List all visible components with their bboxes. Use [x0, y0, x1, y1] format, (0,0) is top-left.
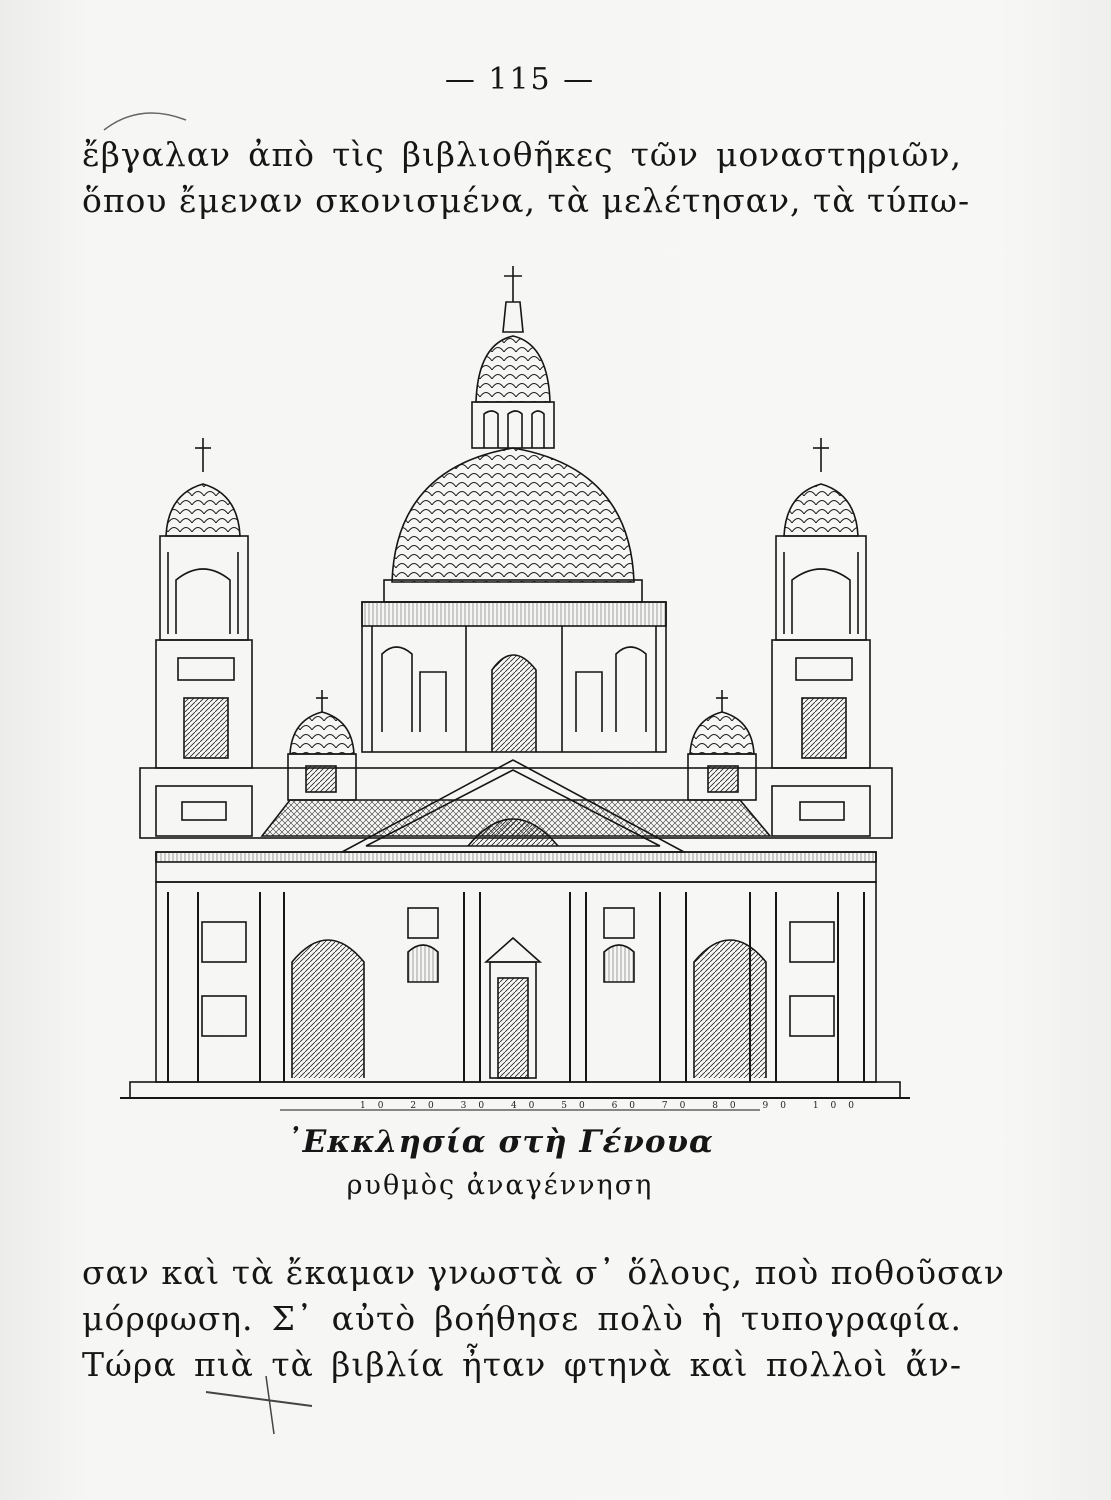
pencil-mark	[100, 100, 190, 150]
pencil-mark	[200, 1370, 320, 1440]
figure-caption-title: ᾿Εκκλησία στὴ Γένουα	[286, 1124, 714, 1160]
cross-icon	[504, 266, 522, 302]
cross-icon	[813, 438, 829, 472]
text-line: μόρφωση. Σ᾿ αὐτὸ βοήθησε πολὺ ἡ τυπογραφία.	[82, 1299, 962, 1338]
scale-label: 10 20 30 40 50 60 70 80 90 100	[360, 1101, 866, 1111]
church-engraving	[120, 262, 910, 1117]
text-line: ἔβγαλαν ἀπὸ τὶς βιβλιοθῆκες τῶν μοναστηριῶν,	[82, 135, 962, 174]
figure-caption-subtitle: ρυθμὸς ἀναγέννηση	[346, 1170, 654, 1201]
page-number: — 115 —	[444, 62, 596, 97]
text-line: Τώρα πιὰ τὰ βιβλία ἦταν φτηνὰ καὶ πολλοὶ ἄν-	[82, 1345, 962, 1384]
cross-icon	[195, 438, 211, 472]
text-line: σαν καὶ τὰ ἔκαμαν γνωστὰ σ᾿ ὅλους, ποὺ ποθοῦσαν	[82, 1253, 1005, 1292]
paragraph-top	[82, 132, 971, 224]
paragraph-bottom	[82, 1250, 1005, 1388]
text-line: ὅπου ἔμεναν σκονισμένα, τὰ μελέτησαν, τὰ τύπω-	[82, 181, 971, 220]
